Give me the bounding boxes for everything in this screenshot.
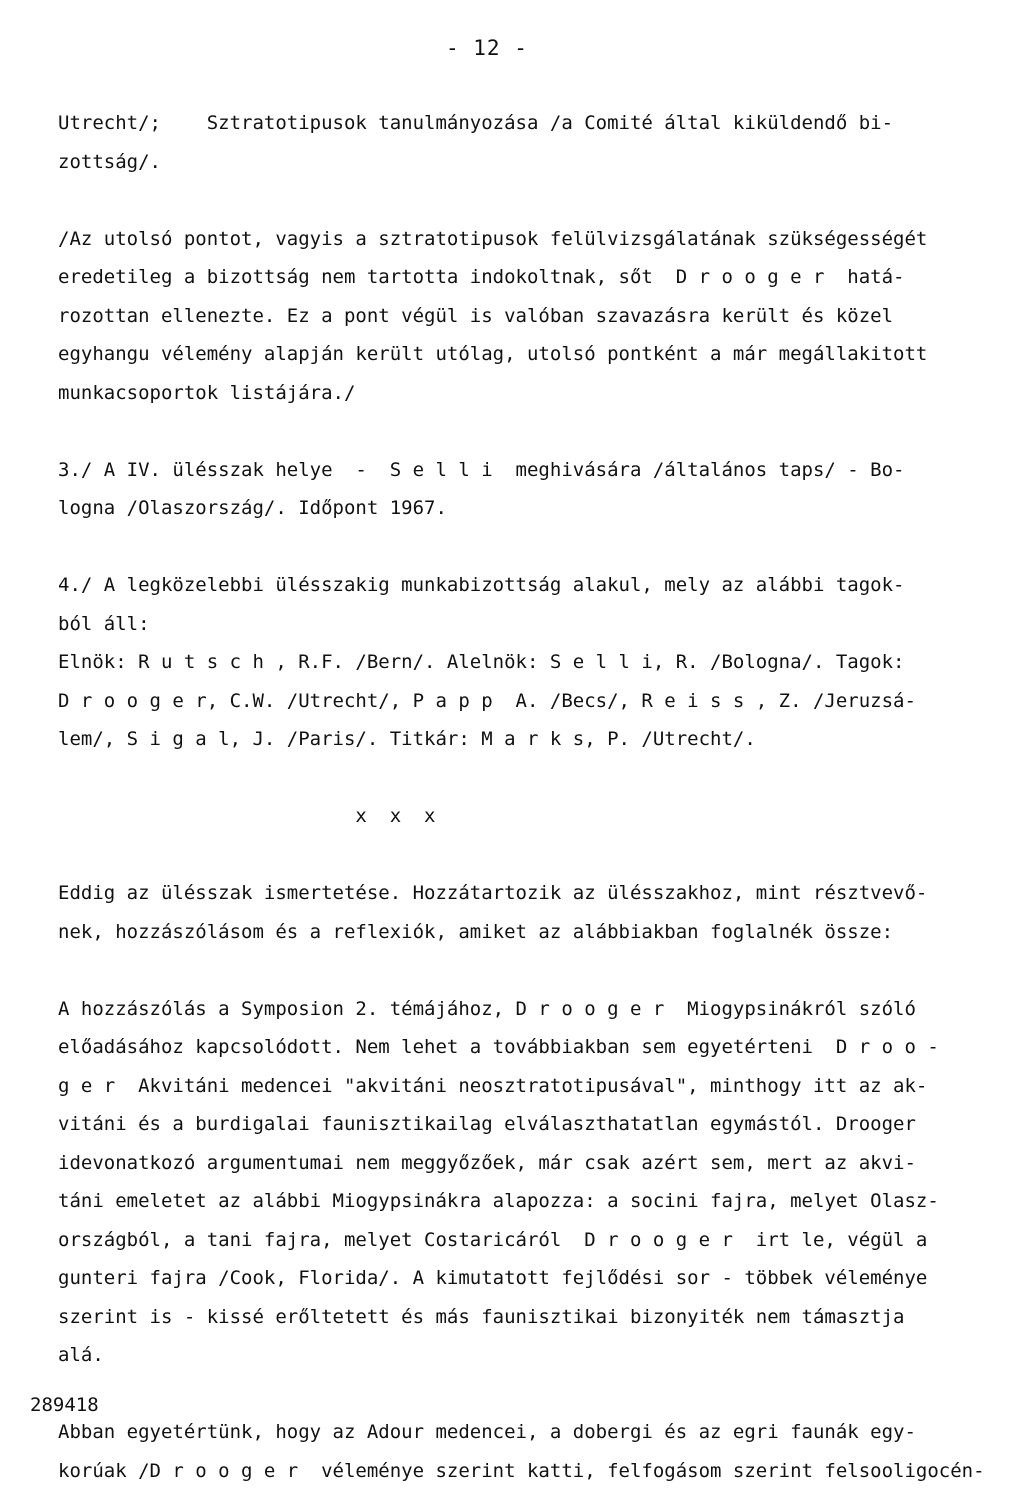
text-line: D r o o g e r, C.W. /Utrecht/, P a p p A. /Becs/, R e i s s , Z. /Jeruzsá- (58, 682, 958, 721)
text-line (58, 412, 958, 451)
page-number: - 12 - (446, 36, 528, 60)
text-line (58, 181, 958, 220)
text-line: /Az utolsó pontot, vagyis a sztratotipusok felülvizsgálatának szükségességét (58, 220, 958, 259)
text-line (58, 951, 958, 990)
text-line: nek, hozzászólásom és a reflexiók, amiket az alábbiakban foglalnék össze: (58, 913, 958, 952)
text-line: korúak /D r o o g e r véleménye szerint katti, felfogásom szerint felsooligocén- (58, 1452, 958, 1490)
text-line: logna /Olaszország/. Időpont 1967. (58, 489, 958, 528)
document-body (58, 104, 958, 1490)
text-line: Elnök: R u t s c h , R.F. /Bern/. Alelnök: S e l l i, R. /Bologna/. Tagok: (58, 643, 958, 682)
text-line: g e r Akvitáni medencei "akvitáni neosztratotipusával", minthogy itt az ak- (58, 1067, 958, 1106)
text-line (58, 528, 958, 567)
text-line: egyhangu vélemény alapján került utólag, utolsó pontként a már megállakitott (58, 335, 958, 374)
text-line: előadásához kapcsolódott. Nem lehet a továbbiakban sem egyetérteni D r o o - (58, 1028, 958, 1067)
text-line: zottság/. (58, 143, 958, 182)
text-line (58, 1375, 958, 1414)
text-line: táni emeletet az alábbi Miogypsinákra alapozza: a socini fajra, melyet Olasz- (58, 1182, 958, 1221)
text-line: rozottan ellenezte. Ez a pont végül is valóban szavazásra került és közel (58, 297, 958, 336)
section-separator: x x x (58, 797, 958, 836)
text-line: Utrecht/; Sztratotipusok tanulmányozása /a Comité által kiküldendő bi- (58, 104, 958, 143)
text-line: ból áll: (58, 605, 958, 644)
text-line: gunteri fajra /Cook, Florida/. A kimutatott fejlődési sor - többek véleménye (58, 1259, 958, 1298)
archive-number: 289418 (30, 1394, 99, 1416)
text-line: 4./ A legközelebbi ülésszakig munkabizottság alakul, mely az alábbi tagok- (58, 566, 958, 605)
text-line: eredetileg a bizottság nem tartotta indokoltnak, sőt D r o o g e r hatá- (58, 258, 958, 297)
text-line: munkacsoportok listájára./ (58, 374, 958, 413)
text-line: 3./ A IV. ülésszak helye - S e l l i meghivására /általános taps/ - Bo- (58, 451, 958, 490)
text-line: Eddig az ülésszak ismertetése. Hozzátartozik az ülésszakhoz, mint résztvevő- (58, 874, 958, 913)
text-line: Abban egyetértünk, hogy az Adour medencei, a dobergi és az egri faunák egy- (58, 1413, 958, 1452)
text-line: országból, a tani fajra, melyet Costaricáról D r o o g e r irt le, végül a (58, 1221, 958, 1260)
text-line: A hozzászólás a Symposion 2. témájához, D r o o g e r Miogypsinákról szóló (58, 990, 958, 1029)
text-line (58, 759, 958, 798)
text-line: idevonatkozó argumentumai nem meggyőzőek, már csak azért sem, mert az akvi- (58, 1144, 958, 1183)
text-line (58, 836, 958, 875)
text-line: vitáni és a burdigalai faunisztikailag elválaszthatatlan egymástól. Drooger (58, 1105, 958, 1144)
text-line: lem/, S i g a l, J. /Paris/. Titkár: M a r k s, P. /Utrecht/. (58, 720, 958, 759)
text-line: alá. (58, 1336, 958, 1375)
text-line: szerint is - kissé erőltetett és más faunisztikai bizonyiték nem támasztja (58, 1298, 958, 1337)
